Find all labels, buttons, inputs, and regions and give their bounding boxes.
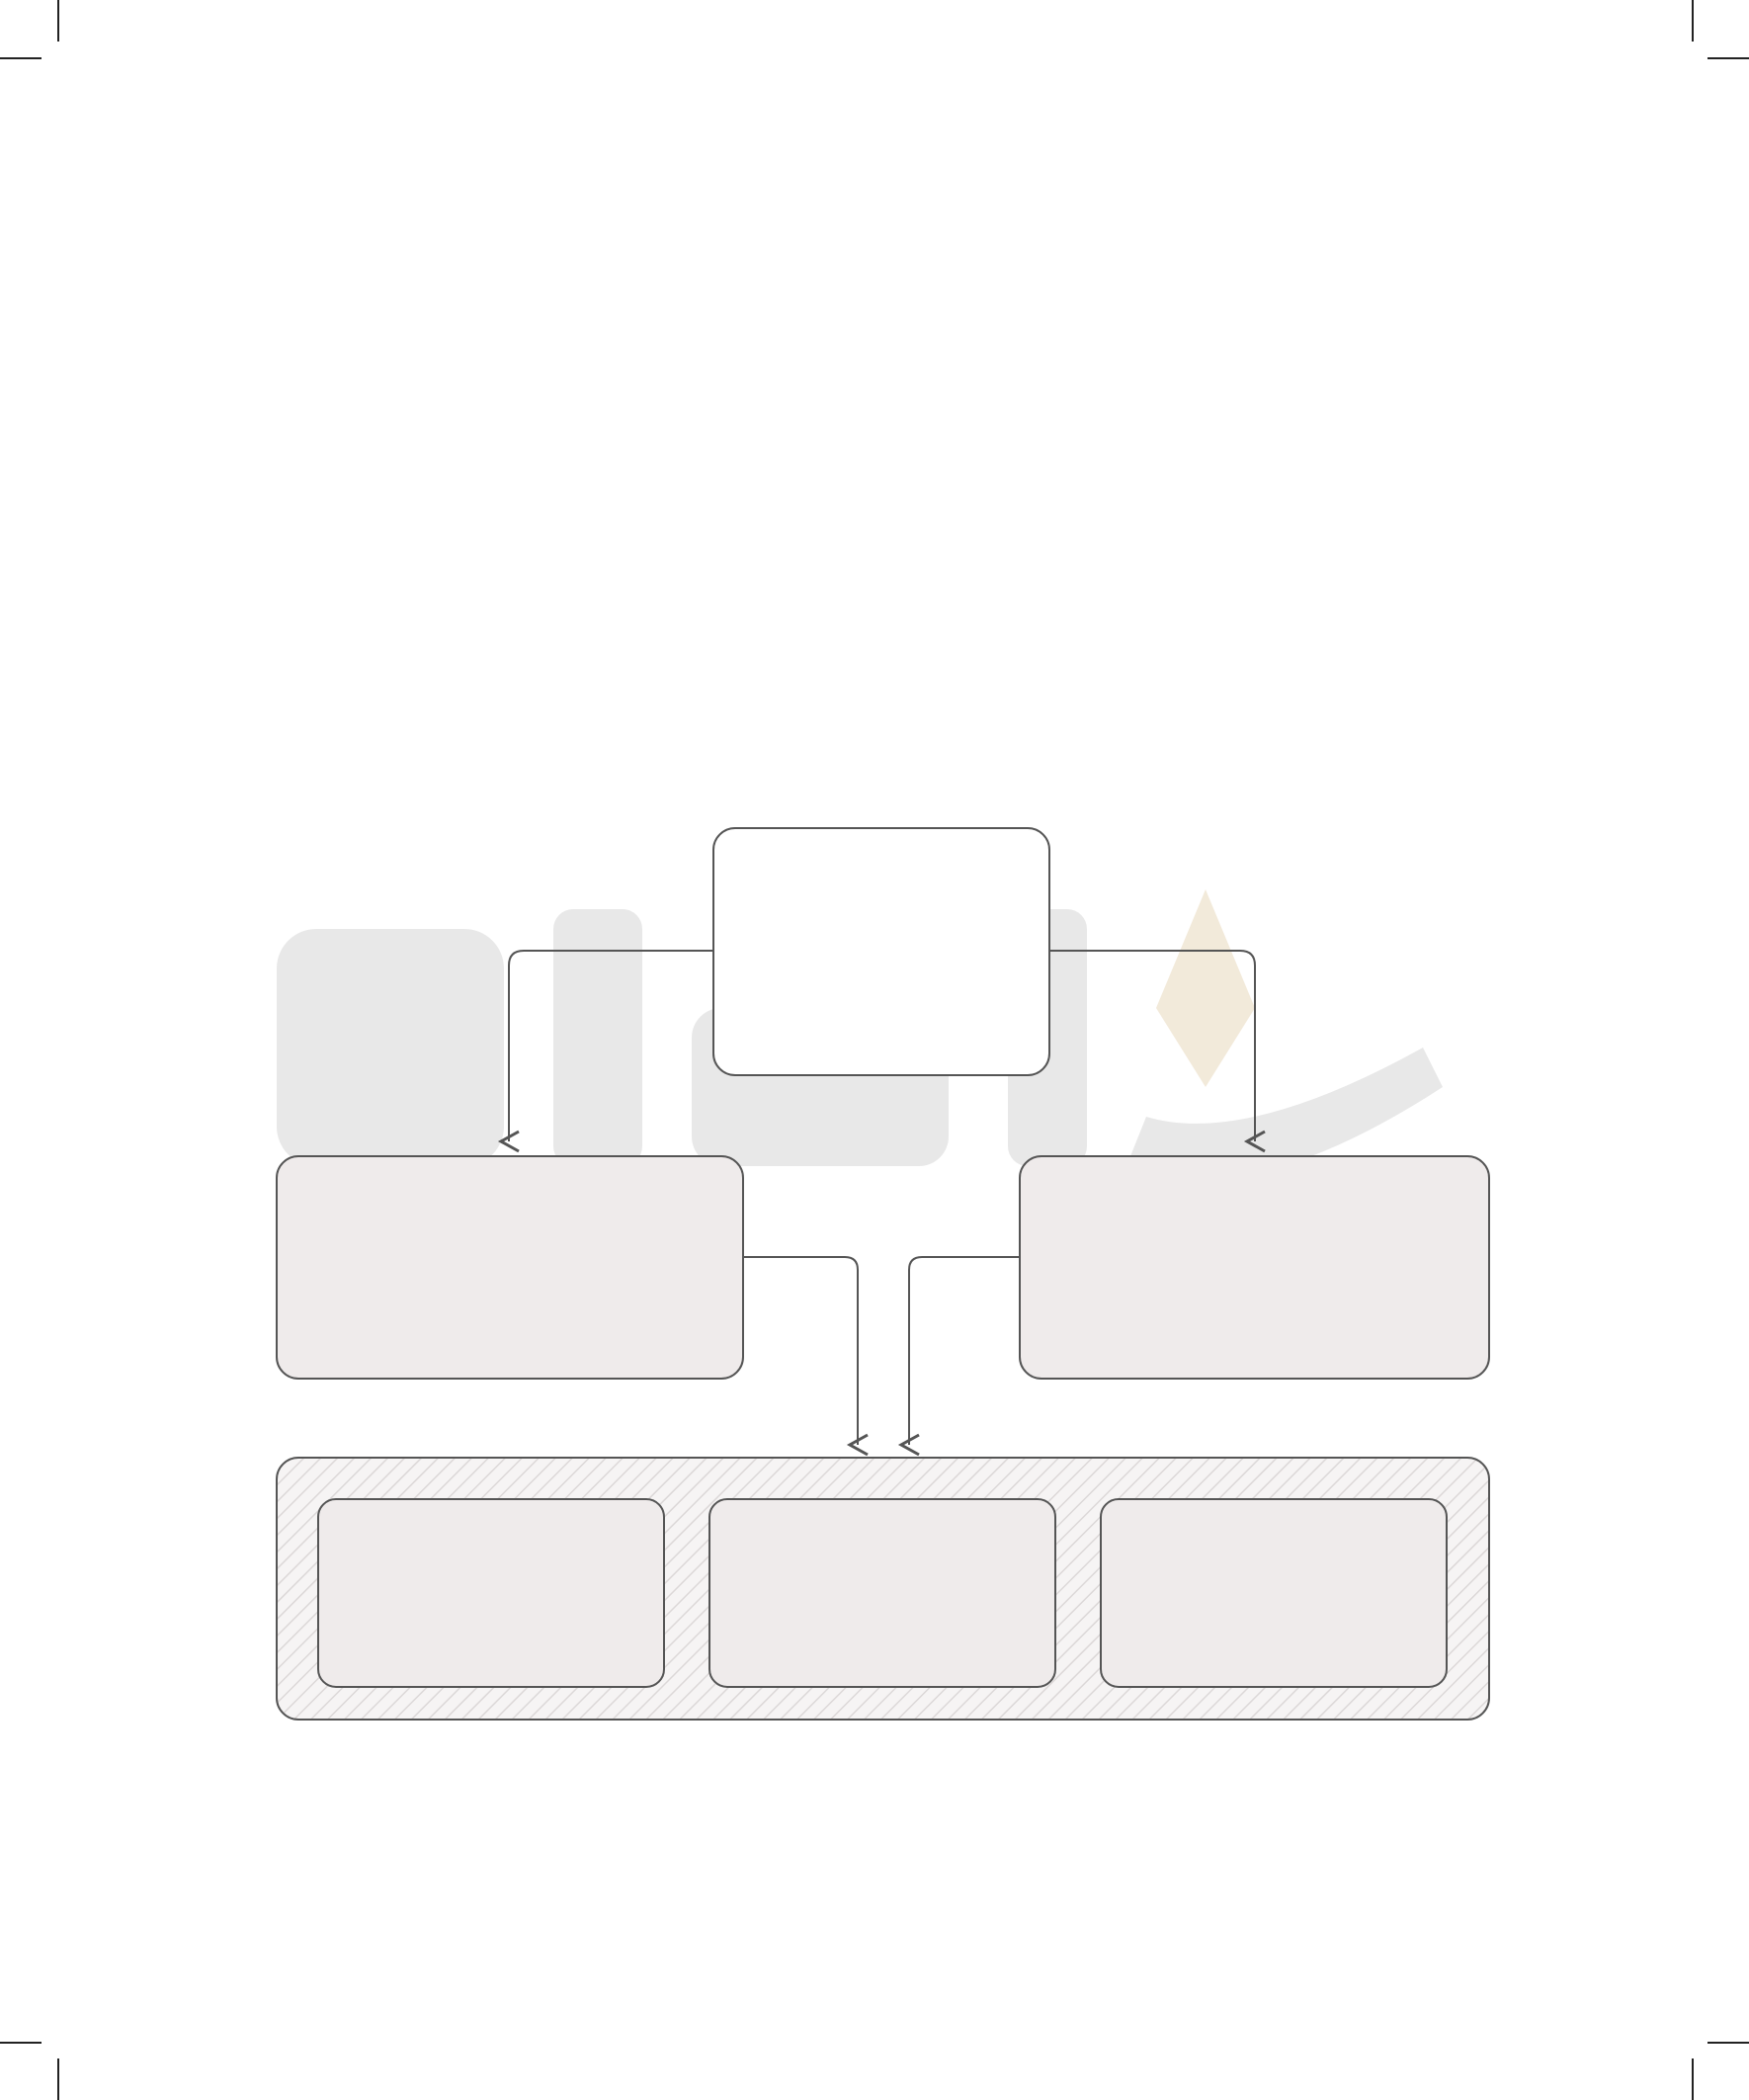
garden-box-right <box>1020 1156 1489 1379</box>
arrow-top-to-left <box>509 951 719 1141</box>
city-garden-3 <box>1101 1499 1447 1687</box>
arrow-right-to-bottom <box>909 1257 1020 1445</box>
city-garden-2 <box>709 1499 1055 1687</box>
single-garden-box <box>713 828 1049 1075</box>
city-garden-1 <box>318 1499 664 1687</box>
arrow-left-to-bottom <box>743 1257 858 1445</box>
garden-box-left <box>277 1156 743 1379</box>
